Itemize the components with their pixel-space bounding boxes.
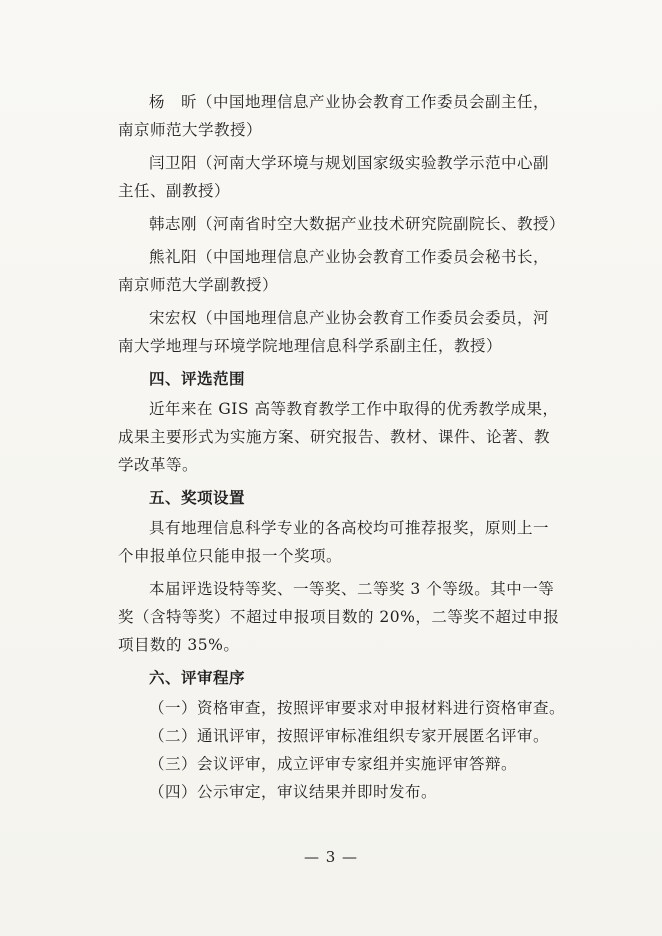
section-5-p2-line1: 本届评选设特等奖、一等奖、二等奖 3 个等级。其中一等: [149, 580, 555, 598]
section-5-p2-line2: 奖（含特等奖）不超过申报项目数的 20%，二等奖不超过申报: [118, 608, 560, 626]
section-6-item-2: （二）通讯评审，按照评审标准组织专家开展匿名评审。: [149, 727, 550, 745]
member-2-line1: 闫卫阳（河南大学环境与规划国家级实验教学示范中心副: [149, 154, 550, 172]
member-4-line1: 熊礼阳（中国地理信息产业协会教育工作委员会秘书长，: [149, 248, 550, 266]
section-4-heading: 四、评选范围: [149, 370, 246, 388]
section-4-line3: 学改革等。: [118, 456, 199, 474]
section-5-heading: 五、奖项设置: [149, 489, 246, 507]
section-6-item-4: （四）公示审定，审议结果并即时发布。: [149, 783, 438, 801]
member-5-line1: 宋宏权（中国地理信息产业协会教育工作委员会委员，河: [149, 309, 550, 327]
member-1-line1: 杨 昕（中国地理信息产业协会教育工作委员会副主任，: [149, 93, 550, 111]
section-6-heading: 六、评审程序: [149, 669, 246, 687]
member-3-line1: 韩志刚（河南省时空大数据产业技术研究院副院长、教授）: [149, 215, 566, 233]
member-1-line2: 南京师范大学教授）: [118, 121, 263, 139]
document-content: [118, 88, 588, 806]
page-number: — 3 —: [303, 848, 359, 866]
section-6-item-3: （三）会议评审，成立评审专家组并实施评审答辩。: [149, 755, 518, 773]
member-4-line2: 南京师范大学副教授）: [118, 276, 279, 294]
section-5-p1-line2: 个申报单位只能申报一个奖项。: [118, 547, 343, 565]
section-5-p1-line1: 具有地理信息科学专业的各高校均可推荐报奖，原则上一: [149, 519, 550, 537]
member-2-line2: 主任、副教授）: [118, 182, 231, 200]
section-4-line2: 成果主要形式为实施方案、研究报告、教材、课件、论著、教: [118, 428, 551, 446]
member-5-line2: 南大学地理与环境学院地理信息科学系副主任，教授）: [118, 337, 503, 355]
section-6-item-1: （一）资格审查，按照评审要求对申报材料进行资格审查。: [149, 699, 566, 717]
section-4-line1: 近年来在 GIS 高等教育教学工作中取得的优秀教学成果，: [149, 400, 559, 418]
section-5-p2-line3: 项目数的 35%。: [118, 636, 240, 654]
